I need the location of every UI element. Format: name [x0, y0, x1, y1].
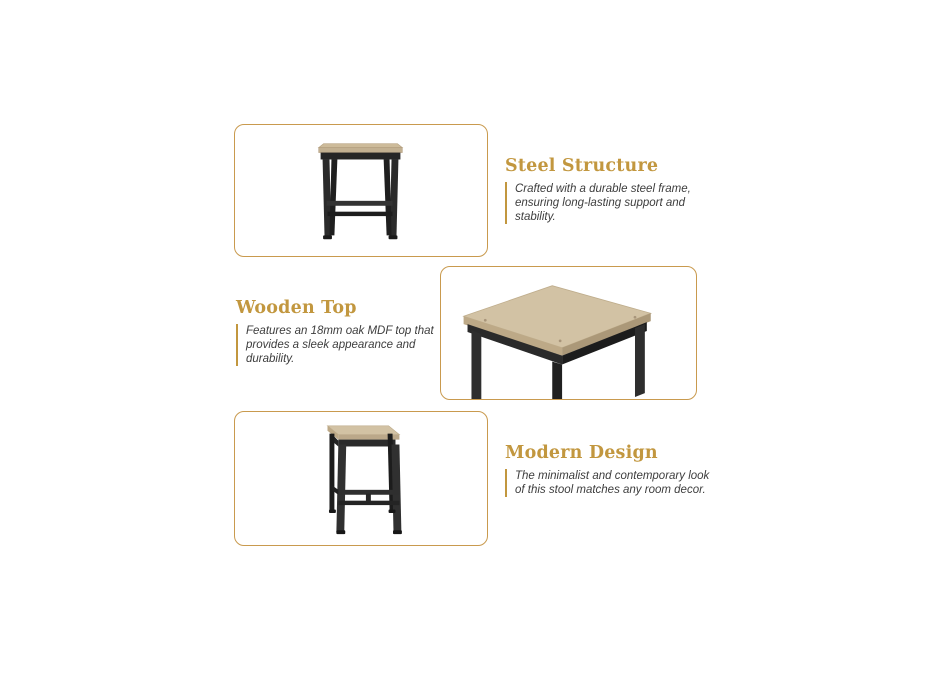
feature-text-modern-design	[505, 443, 720, 497]
foot-pad-front-left	[336, 530, 345, 534]
leg-front-right	[392, 445, 402, 533]
feature-description-steel-structure: Crafted with a durable steel frame, ensuring long-lasting support and stability.	[505, 182, 712, 224]
frame-rail-front	[338, 440, 395, 447]
feature-title-modern-design: Modern Design	[505, 443, 658, 463]
screw-dot-center	[559, 340, 562, 343]
foot-pad-left	[323, 235, 332, 239]
footrest-bar-lower	[328, 212, 393, 216]
leg-center	[552, 362, 562, 399]
feature-title-wooden-top: Wooden Top	[236, 298, 357, 318]
leg-rear-left	[329, 159, 337, 235]
stool-three-quarter-illustration	[235, 412, 487, 545]
screw-dot-right	[634, 316, 637, 319]
leg-back-left	[329, 434, 334, 513]
stool-top-angle-illustration	[441, 267, 696, 399]
footrest-bar-upper	[327, 201, 393, 206]
leg-left	[471, 330, 481, 399]
feature-image-frame-modern-design	[234, 411, 488, 546]
foot-pad-right	[389, 235, 398, 239]
seat-apron	[321, 153, 401, 160]
feature-image-frame-steel-structure	[234, 124, 488, 257]
foot-pad-back-right	[389, 510, 396, 513]
feature-description-modern-design: The minimalist and contemporary look of this stool matches any room decor.	[505, 469, 712, 497]
stool-side-view-illustration	[235, 125, 487, 256]
leg-front-left	[336, 445, 346, 533]
feature-text-steel-structure	[505, 156, 720, 224]
seat-wood-top	[319, 144, 403, 148]
footrest-center-support	[366, 494, 371, 502]
leg-rear-right	[384, 159, 392, 235]
seat-wood-top	[328, 426, 400, 435]
feature-title-steel-structure: Steel Structure	[505, 156, 659, 176]
feature-description-wooden-top: Features an 18mm oak MDF top that provides a sleek appearance and durability.	[236, 324, 443, 366]
feature-text-wooden-top	[236, 298, 451, 366]
leg-right	[635, 324, 645, 397]
screw-dot-left	[484, 319, 487, 322]
foot-pad-back-left	[329, 510, 336, 513]
foot-pad-front-right	[393, 530, 402, 534]
feature-image-frame-wooden-top	[440, 266, 697, 400]
seat-wood-edge	[319, 148, 403, 153]
